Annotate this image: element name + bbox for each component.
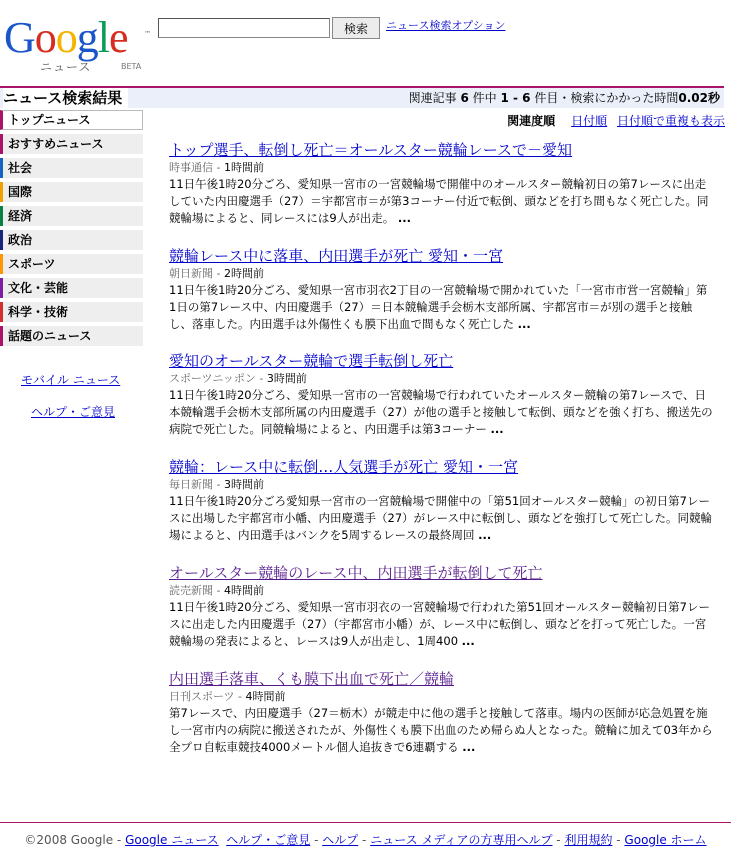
sidebar-item-sports[interactable] <box>0 254 143 274</box>
sort-date-link[interactable]: 日付順 <box>571 114 608 128</box>
article-snippet <box>169 599 714 650</box>
snippet-ellipsis: ... <box>462 740 476 754</box>
sidebar-item-label: 話題のニュース <box>8 329 92 343</box>
snippet-text: 11日午後1時20分ごろ、愛知県一宮市羽衣の一宮競輪場で行われた第51回オールスター競輪初日第7レースに出走した内田慶選手（27）（宇都宮市小幡）が、レース中に転倒し、頭などを打って死亡した。一宮競輪場の発表によると、レースは9人が出走し、1周400 <box>169 600 710 648</box>
advanced-search-link[interactable]: ニュース検索オプション <box>386 19 506 32</box>
snippet-text: 第7レースで、内田慶選手（27＝栃木）が競走中に他の選手と接触して落車。場内の医師が応急処置を施し一宮市内の病院に搬送されたが、外傷性くも膜下出血のため帰らぬ人となった。競輪に加えて03年から全プロ自転車競技4000メートル個人追抜きで6連覇する <box>169 706 713 754</box>
sidebar-item-recommended[interactable] <box>0 134 143 154</box>
count-range: 1 - 6 <box>500 91 531 105</box>
google-news-logo[interactable] <box>4 12 154 74</box>
article-time: 3時間前 <box>223 478 264 491</box>
results-title: ニュース検索結果 <box>3 88 128 108</box>
source-name: スポーツニッポン <box>169 372 256 385</box>
results-count <box>409 88 720 108</box>
sidebar-item-label: 科学・技術 <box>8 305 69 319</box>
snippet-ellipsis: ... <box>517 317 531 331</box>
logo-letter: o <box>34 13 56 62</box>
sidebar <box>0 110 143 350</box>
footer-separator: - <box>552 833 565 847</box>
article-title-link[interactable]: トップ選手、転倒し死亡＝オールスター競輪レースで－愛知 <box>169 141 573 159</box>
footer-separator: - <box>612 833 625 847</box>
mobile-news-link[interactable]: モバイル ニュース <box>21 373 121 387</box>
article-title-link[interactable]: 競輪レース中に落車、内田選手が死亡 愛知・一宮 <box>169 247 504 265</box>
logo-letter: o <box>55 13 77 62</box>
logo-beta: BETA <box>121 62 142 71</box>
footer-link-terms[interactable]: 利用規約 <box>564 833 613 847</box>
help-feedback-link[interactable]: ヘルプ・ご意見 <box>31 405 116 419</box>
sidebar-item-society[interactable] <box>0 158 143 178</box>
sidebar-item-label: 経済 <box>8 209 33 223</box>
article-source: 毎日新聞 - 3時間前 <box>169 478 264 491</box>
source-name: 時事通信 <box>169 161 213 174</box>
logo-letter: g <box>76 13 98 62</box>
logo-letter: G <box>4 13 35 62</box>
sidebar-item-label: おすすめニュース <box>8 137 104 151</box>
footer-link-google-home[interactable]: Google ホーム <box>624 833 707 847</box>
search-input[interactable] <box>158 18 330 38</box>
article-time: 4時間前 <box>245 690 286 703</box>
snippet-ellipsis: ... <box>490 422 504 436</box>
sidebar-item-label: 社会 <box>8 161 33 175</box>
count-mid: 件中 <box>472 91 497 105</box>
logo-letter: e <box>109 13 128 62</box>
sidebar-item-label: 文化・芸能 <box>8 281 69 295</box>
sidebar-item-trending[interactable] <box>0 326 143 346</box>
count-total: 6 <box>460 91 469 105</box>
article-time: 4時間前 <box>223 584 264 597</box>
logo-wordmark <box>4 12 128 64</box>
footer-separator: - <box>358 833 371 847</box>
search-button[interactable]: 検索 <box>332 17 380 39</box>
article-snippet <box>169 705 714 756</box>
source-name: 朝日新聞 <box>169 267 213 280</box>
news-result <box>169 564 714 650</box>
snippet-ellipsis: ... <box>478 528 492 542</box>
article-source: 時事通信 - 1時間前 <box>169 161 264 174</box>
article-title-link[interactable]: 競輪：レース中に転倒…人気選手が死亡 愛知・一宮 <box>169 458 519 476</box>
article-snippet <box>169 493 714 544</box>
footer <box>0 822 731 848</box>
article-snippet <box>169 387 714 438</box>
news-result <box>169 247 714 333</box>
article-source: 朝日新聞 - 2時間前 <box>169 267 264 280</box>
article-source: 読売新聞 - 4時間前 <box>169 584 264 597</box>
sidebar-item-culture[interactable] <box>0 278 143 298</box>
source-name: 日刊スポーツ <box>169 690 235 703</box>
article-time: 2時間前 <box>223 267 264 280</box>
sidebar-item-label: 国際 <box>8 185 33 199</box>
article-snippet <box>169 282 714 333</box>
snippet-ellipsis: ... <box>461 634 475 648</box>
article-source: スポーツニッポン - 3時間前 <box>169 372 307 385</box>
footer-link-google-news[interactable]: Google ニュース <box>125 833 219 847</box>
article-title-link[interactable]: 内田選手落車、くも膜下出血で死亡／競輪 <box>169 670 455 688</box>
sidebar-item-politics[interactable] <box>0 230 143 250</box>
sidebar-item-top[interactable] <box>0 110 143 130</box>
news-result <box>169 352 714 438</box>
snippet-text: 11日午後1時20分ごろ愛知県一宮市の一宮競輪場で開催中の「第51回オールスター競輪」の初日第7レースに出場した宇都宮市小幡、内田慶選手（27）がレース中に転倒し、頭などを強打して死亡した。同競輪場によると、内田選手はバンクを5周するレースの最終周回 <box>169 494 713 542</box>
footer-link-help-feedback[interactable]: ヘルプ・ご意見 <box>226 833 311 847</box>
source-name: 読売新聞 <box>169 584 213 597</box>
sidebar-item-science[interactable] <box>0 302 143 322</box>
count-suffix: 件目・検索にかかった時間 <box>534 91 679 105</box>
logo-letter: l <box>97 13 110 62</box>
count-prefix: 関連記事 <box>408 91 457 105</box>
footer-link-help[interactable]: ヘルプ <box>322 833 359 847</box>
article-source: 日刊スポーツ - 4時間前 <box>169 690 286 703</box>
footer-separator: - <box>113 833 126 847</box>
article-title-link[interactable]: 愛知のオールスター競輪で選手転倒し死亡 <box>169 352 454 370</box>
sidebar-item-label: トップニュース <box>8 113 91 127</box>
footer-separator: - <box>310 833 323 847</box>
article-title-link[interactable]: オールスター競輪のレース中、内田選手が転倒して死亡 <box>169 564 543 582</box>
article-time: 1時間前 <box>223 161 264 174</box>
sidebar-item-label: 政治 <box>8 233 33 247</box>
sort-date-duplicates-link[interactable]: 日付順で重複も表示 <box>616 114 725 128</box>
sidebar-item-economy[interactable] <box>0 206 143 226</box>
search-time: 0.02秒 <box>678 91 720 105</box>
news-result <box>169 458 714 544</box>
snippet-text: 11日午後1時20分ごろ、愛知県一宮市の一宮競輪場で開催中のオールスター競輪初日の第7レースに出走していた内田慶選手（27）＝宇都宮市＝が第3コーナー付近で転倒、頭などを打ち間もなく死亡した。同競輪場によると、同レースには9人が出走。 <box>169 177 709 225</box>
snippet-text: 11日午後1時20分ごろ、愛知県一宮市羽衣2丁目の一宮競輪場で開かれていた「一宮市市営一宮競輪」第1日の第7レース中、内田慶選手（27）＝日本競輪選手会栃木支部所属、宇都宮市＝が別の選手と接触し、落車した。内田選手は外傷性くも膜下出血で間もなく死亡した <box>169 283 708 331</box>
sort-relevance: 関連度順 <box>507 114 556 128</box>
source-name: 毎日新聞 <box>169 478 213 491</box>
results-bar <box>0 86 724 108</box>
snippet-text: 11日午後1時20分ごろ、愛知県一宮市の一宮競輪場で行われていたオールスター競輪の第7レースで、日本競輪選手会栃木支部所属の内田慶選手（27）が他の選手と接触して転倒、頭などを強く打ち、搬送先の病院で死亡した。同競輪場によると、内田選手は第3コーナー <box>169 388 713 436</box>
snippet-ellipsis: ... <box>397 211 412 225</box>
news-result <box>169 141 714 227</box>
logo-subtitle: ニュース <box>40 60 92 74</box>
footer-link-media-help[interactable]: ニュース メディアの方専用ヘルプ <box>370 833 553 847</box>
article-snippet <box>169 176 714 227</box>
copyright: ©2008 Google <box>24 833 114 847</box>
logo-trademark: ™ <box>144 30 151 38</box>
article-time: 3時間前 <box>266 372 307 385</box>
sidebar-item-label: スポーツ <box>8 257 56 271</box>
sort-options <box>507 112 725 129</box>
news-result <box>169 670 714 756</box>
sidebar-item-international[interactable] <box>0 182 143 202</box>
